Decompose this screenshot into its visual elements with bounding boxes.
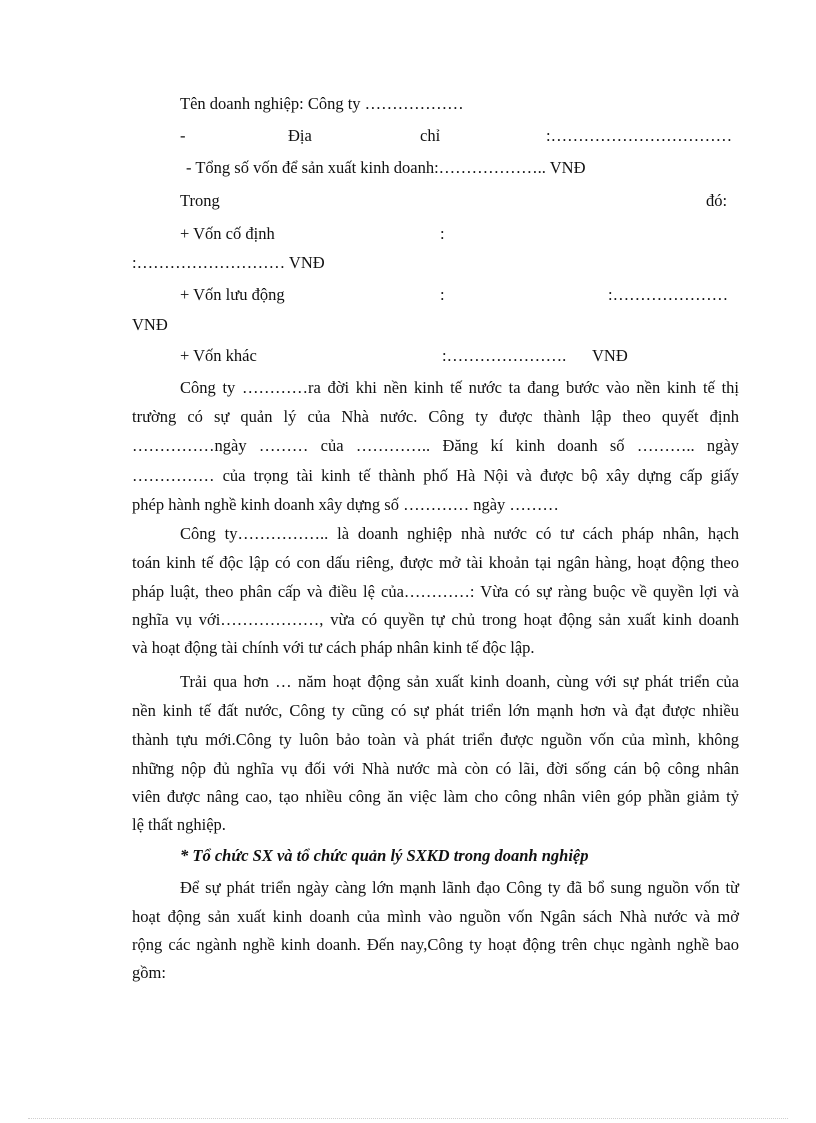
p3-line: Trải qua hơn … năm hoạt động sản xuất kinh doanh, cùng với sự phát triển của	[180, 672, 739, 691]
other-capital-value: :………………….	[442, 346, 567, 365]
p4-line: Để sự phát triển ngày càng lớn mạnh lãnh đạo Công ty đã bổ sung nguồn vốn từ	[180, 878, 739, 897]
p1-line: …………… của trọng tài kinh tế thành phố Hà Nội và được bộ xây dựng cấp giấy	[132, 466, 739, 485]
p1-line: phép hành nghề kinh doanh xây dựng số ………… ngày ………	[132, 495, 559, 514]
fixed-capital-value: :……………………… VNĐ	[132, 253, 325, 272]
company-name-line: Tên doanh nghiệp: Công ty ………………	[180, 94, 464, 113]
working-capital-value: :…………………	[608, 285, 729, 304]
trong-label: Trong	[180, 191, 220, 210]
p1-line: ……………ngày ……… của ………….. Đăng kí kinh doanh số ……….. ngày	[132, 436, 739, 455]
p1-line: Công ty …………ra đời khi nền kinh tế nước ta đang bước vào nền kinh tế thị	[180, 378, 739, 397]
p3-line: viên được nâng cao, tạo nhiều công ăn việc làm cho công nhân viên góp phần giảm tỷ	[132, 787, 739, 806]
p3-line: lệ thất nghiệp.	[132, 815, 226, 834]
working-capital-label: + Vốn lưu động	[180, 285, 285, 304]
p4-line: gồm:	[132, 963, 166, 982]
p4-line: rộng các ngành nghề kinh doanh. Đến nay,Công ty hoạt động trên chục ngành nghề bao	[132, 935, 739, 954]
total-capital-line: - Tổng số vốn để sản xuất kinh doanh:……………….. VNĐ	[186, 158, 586, 177]
address-dash: -	[180, 126, 186, 145]
section-heading: * Tổ chức SX và tổ chức quản lý SXKD trong doanh nghiệp	[180, 846, 589, 865]
p3-line: thành tựu mới.Công ty luôn bảo toàn và phát triển được nguồn vốn của mình, không	[132, 730, 739, 749]
other-capital-unit: VNĐ	[592, 346, 628, 365]
p1-line: trường có sự quản lý của Nhà nước. Công ty được thành lập theo quyết định	[132, 407, 739, 426]
p3-line: nền kinh tế đất nước, Công ty cũng có sự phát triển lớn mạnh hơn và đạt được nhiều	[132, 701, 739, 720]
p2-line: Công ty…………….. là doanh nghiệp nhà nước có tư cách pháp nhân, hạch	[180, 524, 739, 543]
page-bottom-rule	[28, 1118, 788, 1119]
fixed-capital-colon: :	[440, 224, 445, 243]
working-capital-unit: VNĐ	[132, 315, 168, 334]
p2-line: và hoạt động tài chính với tư cách pháp nhân kinh tế độc lập.	[132, 638, 535, 657]
p2-line: nghĩa vụ với………………, vừa có quyền tự chủ trong hoạt động sản xuất kinh doanh	[132, 610, 739, 629]
do-label: đó:	[706, 191, 728, 210]
working-capital-colon: :	[440, 285, 445, 304]
address-label-1: Địa	[288, 126, 312, 145]
fixed-capital-label: + Vốn cố định	[180, 224, 275, 243]
address-value: :……………………………	[546, 126, 733, 145]
p2-line: pháp luật, theo phân cấp và điều lệ của…………: Vừa có sự ràng buộc về quyền lợi và	[132, 582, 739, 601]
p3-line: những nộp đủ nghĩa vụ đối với Nhà nước mà còn có lãi, đời sống cán bộ công nhân	[132, 759, 739, 778]
p4-line: hoạt động sản xuất kinh doanh của mình vào nguồn vốn Ngân sách Nhà nước và mở	[132, 907, 739, 926]
p2-line: toán kinh tế độc lập có con dấu riêng, được mở tài khoản tại ngân hàng, hoạt động theo	[132, 553, 739, 572]
other-capital-label: + Vốn khác	[180, 346, 257, 365]
address-label-2: chỉ	[420, 126, 441, 145]
